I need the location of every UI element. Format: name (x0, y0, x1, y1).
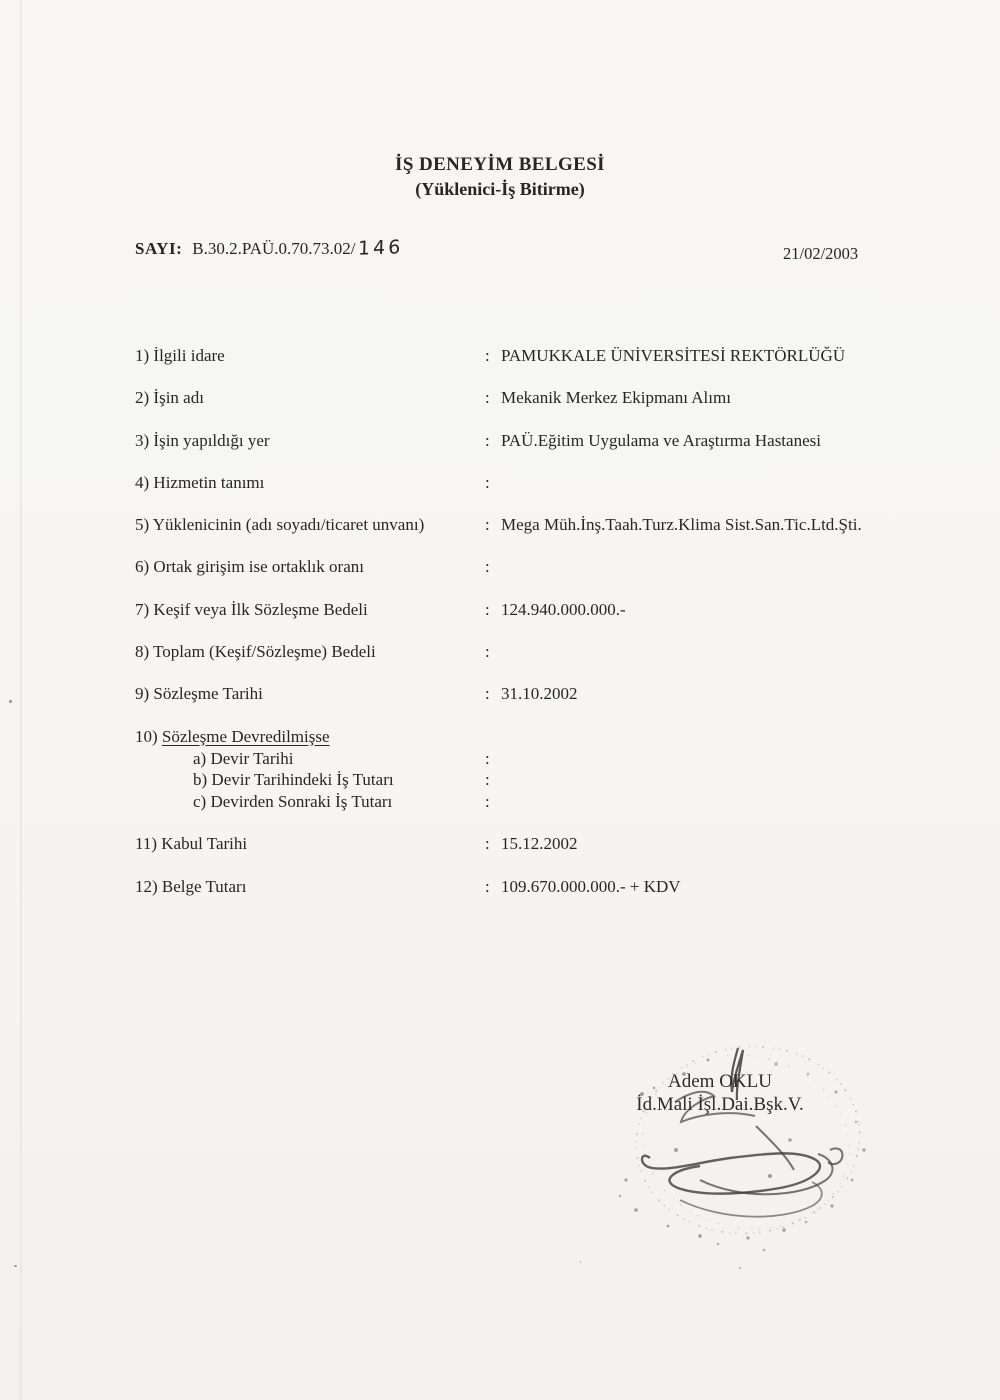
colon: : (485, 599, 490, 619)
field-value: PAMUKKALE ÜNİVERSİTESİ REKTÖRLÜĞÜ (501, 346, 846, 365)
colon: : (485, 472, 490, 492)
field-label: 9) Sözleşme Tarihi (135, 684, 263, 704)
signatory-name: Adem OKLU (668, 1071, 772, 1092)
stamp-and-signature-icon (580, 1030, 910, 1280)
field-row (135, 346, 935, 388)
sayi-value: B.30.2.PAÜ.0.70.73.02/ (192, 239, 356, 258)
field-label: 1) İlgili idare (135, 346, 225, 365)
field-label: 6) Ortak girişim ise ortaklık oranı (135, 557, 364, 577)
colon: : (485, 515, 490, 535)
signatory-title: İd.Mali İşl.Dai.Bşk.V. (636, 1094, 804, 1115)
field-label: 7) Keşif veya İlk Sözleşme Bedeli (135, 599, 368, 619)
title-main: İŞ DENEYİM BELGESİ (395, 154, 605, 175)
document-number-line (135, 237, 403, 259)
field-row (135, 684, 935, 726)
fields-list (135, 346, 935, 919)
colon: : (485, 346, 490, 365)
document-title (0, 153, 1000, 201)
field-value: Mega Müh.İnş.Taah.Turz.Klima Sist.San.Tic.Ltd.Şti. (501, 515, 862, 535)
field-row (135, 557, 935, 599)
colon: : (485, 388, 490, 408)
colon: : (485, 834, 490, 854)
section10-title: Sözleşme Devredilmişse (161, 726, 330, 746)
sub-field-row (135, 749, 935, 771)
colon: : (485, 684, 490, 704)
field-label: c) Devirden Sonraki İş Tutarı (193, 791, 393, 811)
scan-edge-line (20, 0, 22, 1400)
field-value: Mekanik Merkez Ekipmanı Alımı (501, 388, 731, 408)
field-row (135, 515, 935, 557)
field-row (135, 642, 935, 684)
scan-speck (9, 700, 12, 703)
sayi-label: SAYI: (135, 239, 183, 258)
sayi-handwritten-number: 146 (357, 236, 404, 260)
colon: : (485, 430, 490, 450)
field-value: 31.10.2002 (501, 684, 578, 704)
field-label: 8) Toplam (Keşif/Sözleşme) Bedeli (135, 642, 376, 662)
section10-number: 10) (135, 726, 158, 746)
field-row (135, 388, 935, 430)
field-value: 109.670.000.000.- + KDV (501, 876, 681, 896)
field-row (135, 431, 935, 473)
colon: : (485, 770, 490, 790)
field-label: 3) İşin yapıldığı yer (135, 430, 270, 450)
field-row (135, 834, 935, 876)
field-label: 12) Belge Tutarı (135, 876, 247, 896)
document-date: 21/02/2003 (783, 244, 859, 263)
colon: : (485, 791, 490, 811)
sub-field-row (135, 770, 935, 792)
section10-header (135, 727, 935, 749)
scan-speck (14, 1265, 17, 1267)
sub-field-row (135, 792, 935, 814)
colon: : (485, 557, 490, 577)
field-value: 15.12.2002 (501, 834, 578, 854)
field-row (135, 600, 935, 642)
field-row (135, 877, 935, 919)
field-label: b) Devir Tarihindeki İş Tutarı (193, 770, 394, 790)
field-label: 4) Hizmetin tanımı (135, 472, 265, 492)
field-label: 5) Yüklenicinin (adı soyadı/ticaret unvanı) (135, 515, 425, 535)
colon: : (485, 876, 490, 896)
field-label: 11) Kabul Tarihi (135, 834, 248, 854)
field-label: 2) İşin adı (135, 388, 204, 408)
field-label: a) Devir Tarihi (193, 748, 294, 768)
field-value: PAÜ.Eğitim Uygulama ve Araştırma Hastanesi (501, 430, 821, 450)
field-row (135, 473, 935, 515)
field-value: 124.940.000.000.- (501, 599, 626, 619)
colon: : (485, 748, 490, 768)
colon: : (485, 642, 490, 662)
signature-block (580, 1030, 910, 1280)
signature-text (580, 1070, 860, 1116)
title-sub: (Yüklenici-İş Bitirme) (415, 179, 585, 199)
